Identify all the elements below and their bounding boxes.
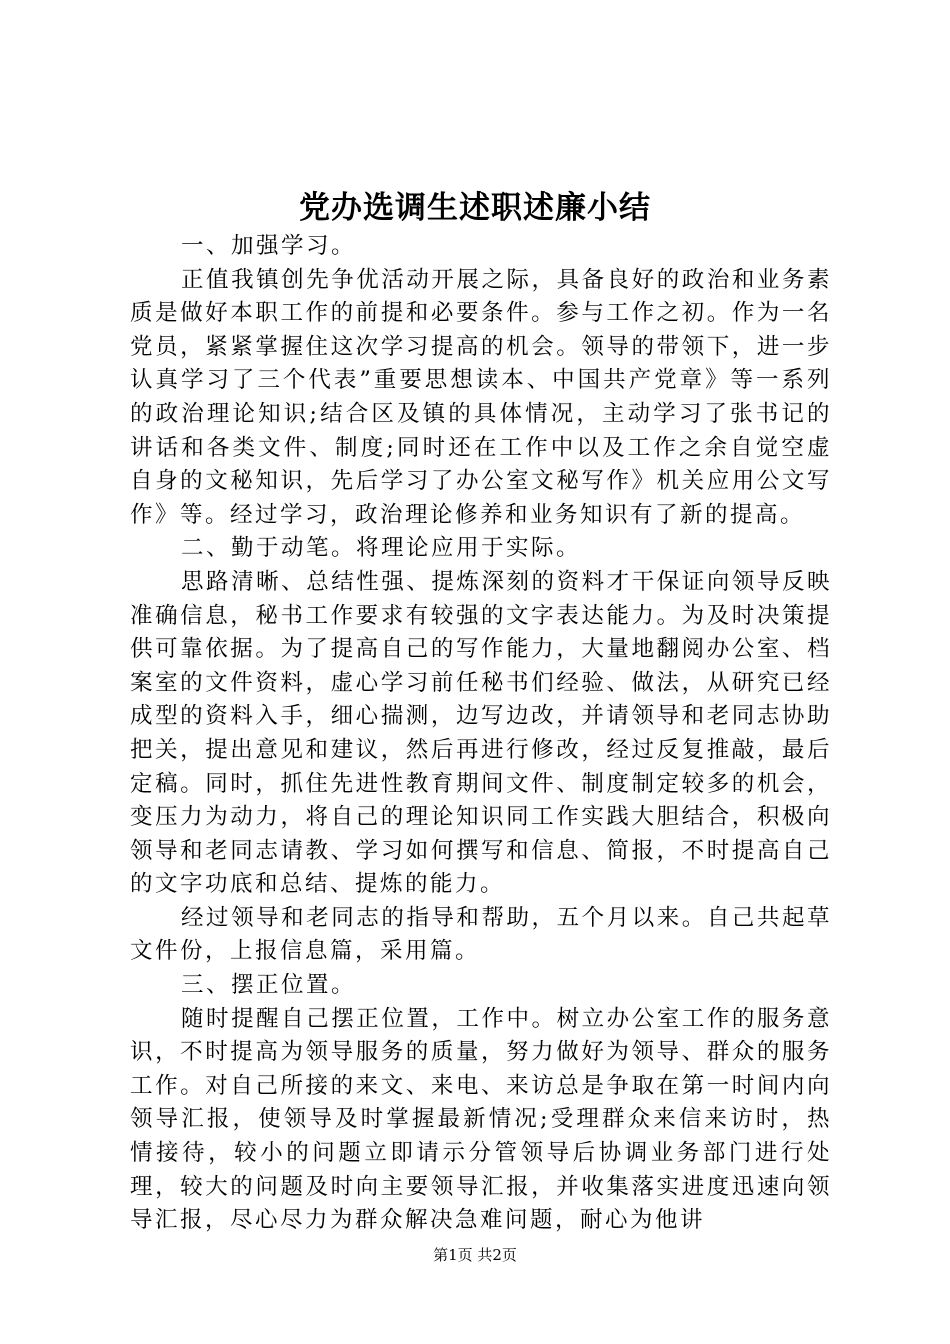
page-number-footer: 第1页 共2页: [433, 1246, 517, 1264]
paragraph-study: 正值我镇创先争优活动开展之际，具备良好的政治和业务素质是做好本职工作的前提和必要条件。参与工作之初。作为一名党员，紧紧掌握住这次学习提高的机会。领导的带领下，进一步认真学习了三个代表”重要思想读本、中国共产党章》等一系列的政治理论知识;结合区及镇的具体情况，主动学习了张书记的讲话和各类文件、制度;同时还在工作中以及工作之余自觉空虚自身的文秘知识，先后学习了办公室文秘写作》机关应用公文写作》等。经过学习，政治理论修养和业务知识有了新的提高。: [130, 266, 832, 528]
paragraph-position: 随时提醒自己摆正位置，工作中。树立办公室工作的服务意识，不时提高为领导服务的质量，努力做好为领导、群众的服务工作。对自己所接的来文、来电、来访总是争取在第一时间内向领导汇报，使领导及时掌握最新情况;受理群众来信来访时，热情接待，较小的问题立即请示分管领导后协调业务部门进行处理，较大的问题及时向主要领导汇报，并收集落实进度迅速向领导汇报，尽心尽力为群众解决急难问题，耐心为他讲: [130, 1005, 832, 1234]
section-heading-study: 一、加强学习。: [181, 233, 357, 259]
paragraph-writing: 思路清晰、总结性强、提炼深刻的资料才干保证向领导反映准确信息，秘书工作要求有较强的文字表达能力。为及时决策提供可靠依据。为了提高自己的写作能力，大量地翻阅办公室、档案室的文件资料，虚心学习前任秘书们经验、做法，从研究已经成型的资料入手，细心揣测，边写边改，并请领导和老同志协助把关，提出意见和建议，然后再进行修改，经过反复推敲，最后定稿。同时，抓住先进性教育期间文件、制度制定较多的机会，变压力为动力，将自己的理论知识同工作实践大胆结合，积极向领导和老同志请教、学习如何撰写和信息、简报，不时提高自己的文字功底和总结、提炼的能力。: [130, 568, 832, 898]
section-heading-position: 三、摆正位置。: [181, 972, 357, 999]
document-title: 党办选调生述职述廉小结: [299, 190, 651, 226]
paragraph-results: 经过领导和老同志的指导和帮助，五个月以来。自己共起草文件份，上报信息篇，采用篇。: [130, 904, 832, 965]
document-body: [130, 230, 832, 1238]
section-heading-writing: 二、勤于动笔。将理论应用于实际。: [181, 535, 582, 562]
